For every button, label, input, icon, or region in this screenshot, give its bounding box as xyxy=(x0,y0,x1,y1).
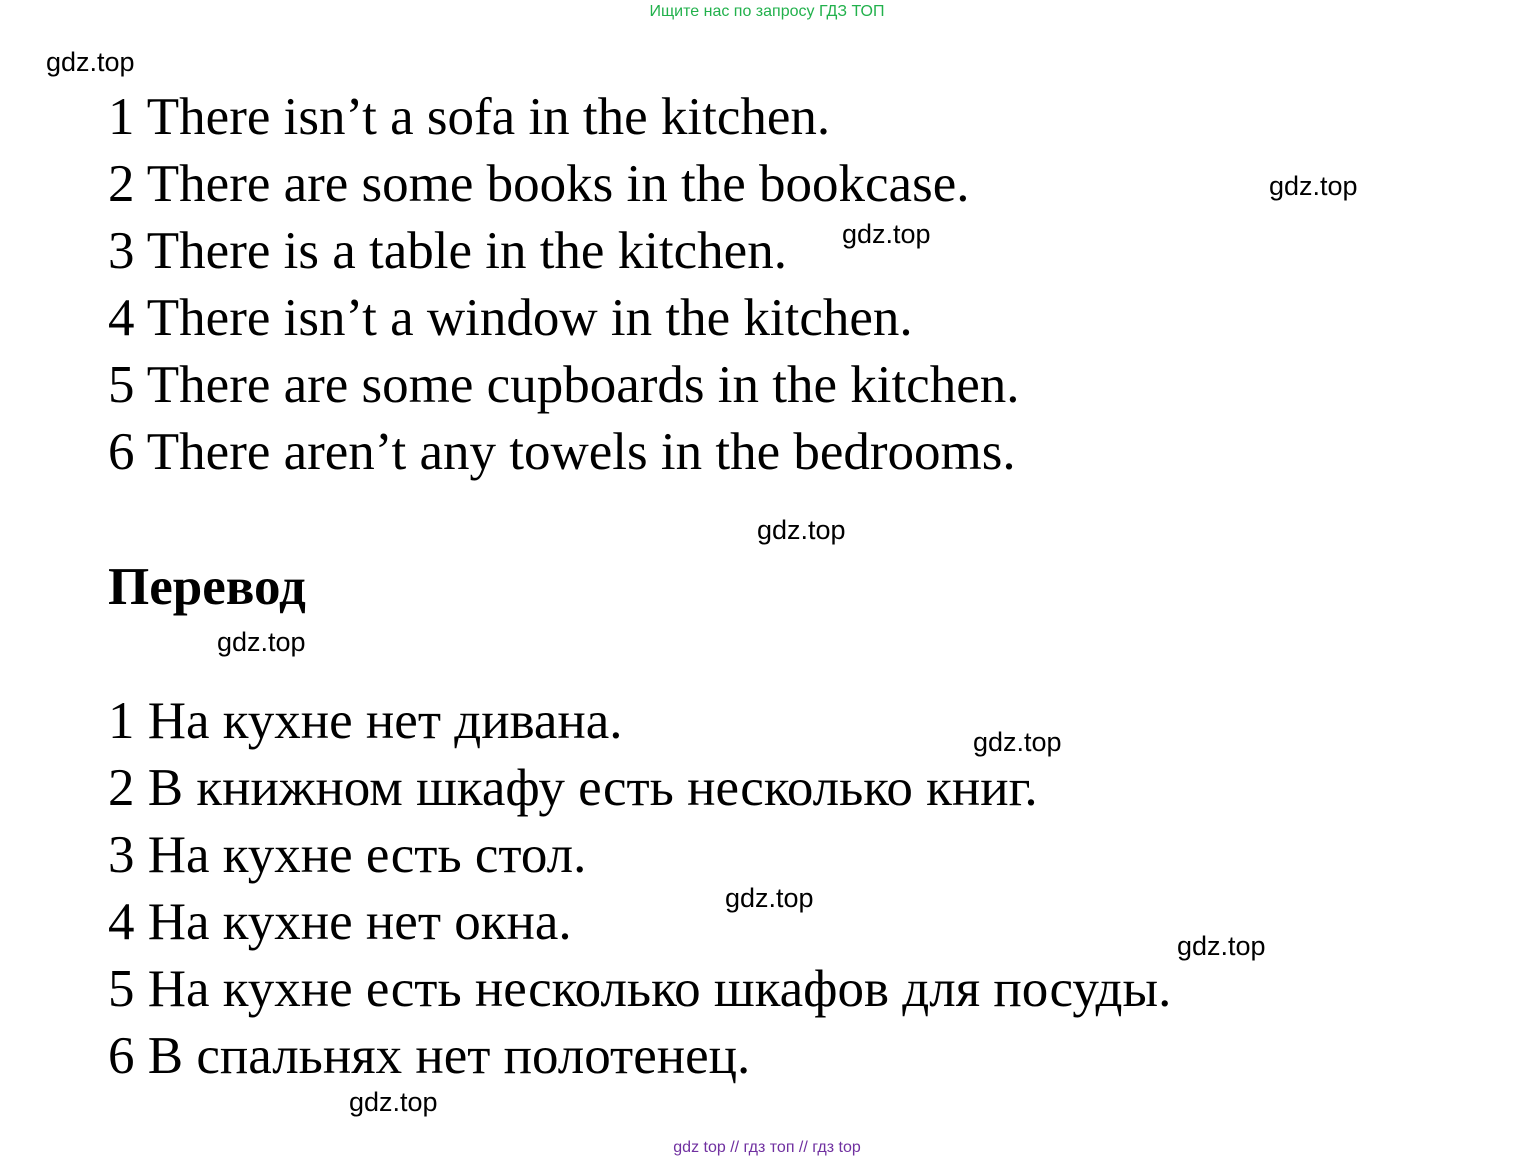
watermark: gdz.top xyxy=(46,47,135,77)
english-sentence-4: 4 There isn’t a window in the kitchen. xyxy=(108,289,913,347)
header-note: Ищите нас по запросу ГДЗ ТОП xyxy=(649,3,885,20)
russian-sentence-4: 4 На кухне нет окна. xyxy=(108,893,572,951)
watermark: gdz.top xyxy=(1269,171,1358,201)
watermark: gdz.top xyxy=(1177,931,1266,961)
english-sentence-2: 2 There are some books in the bookcase. xyxy=(108,155,970,213)
watermark: gdz.top xyxy=(725,883,814,913)
watermark: gdz.top xyxy=(349,1087,438,1117)
watermark: gdz.top xyxy=(973,727,1062,757)
watermark: gdz.top xyxy=(842,219,931,249)
english-sentence-3: 3 There is a table in the kitchen. xyxy=(108,222,787,280)
english-sentence-6: 6 There aren’t any towels in the bedrooms. xyxy=(108,423,1016,481)
watermark: gdz.top xyxy=(217,627,306,657)
english-sentence-1: 1 There isn’t a sofa in the kitchen. xyxy=(108,88,831,146)
russian-sentence-6: 6 В спальнях нет полотенец. xyxy=(108,1027,751,1085)
russian-sentence-1: 1 На кухне нет дивана. xyxy=(108,692,623,750)
watermark: gdz.top xyxy=(757,515,846,545)
translation-heading: Перевод xyxy=(108,558,306,616)
russian-sentence-2: 2 В книжном шкафу есть несколько книг. xyxy=(108,759,1038,817)
russian-sentence-5: 5 На кухне есть несколько шкафов для посуды. xyxy=(108,960,1172,1018)
russian-sentence-3: 3 На кухне есть стол. xyxy=(108,826,587,884)
english-sentence-5: 5 There are some cupboards in the kitchen. xyxy=(108,356,1020,414)
footer-note: gdz top // гдз топ // гдз top xyxy=(673,1139,861,1156)
